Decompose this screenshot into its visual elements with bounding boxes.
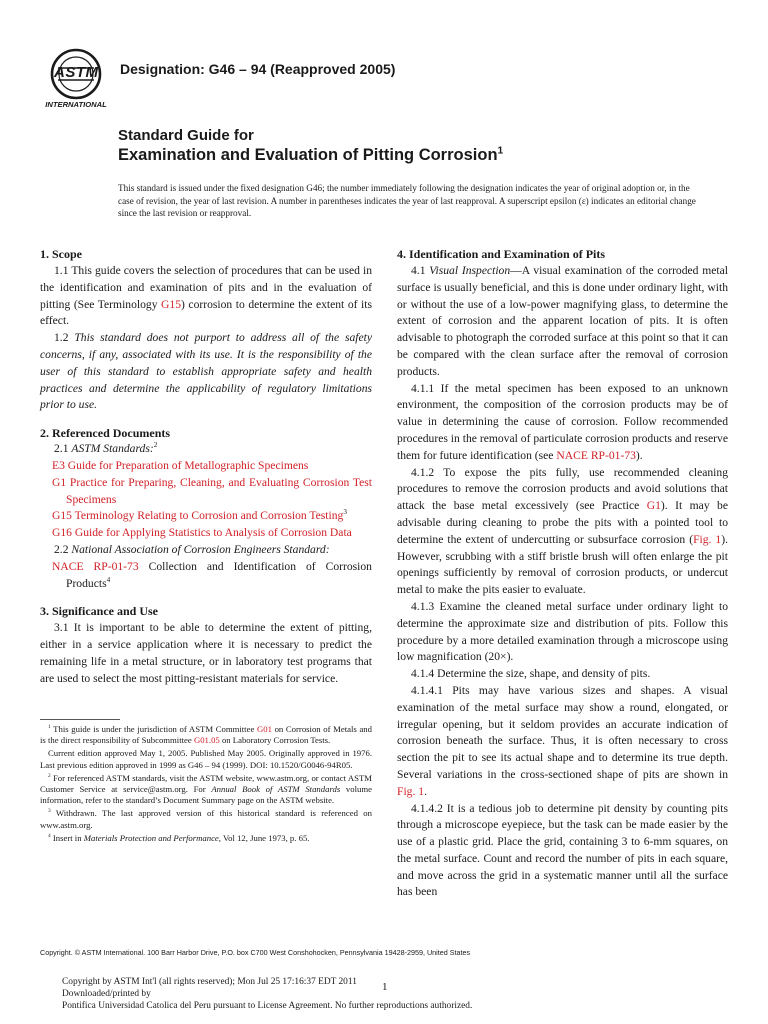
link-nace[interactable]: NACE RP-01-73 (52, 559, 139, 573)
para-1-1: 1.1 This guide covers the selection of procedures that can be used in the identification and examination of pits and in the evaluation of pitting (See Terminology G15) corrosion to determine the extent of its effect. (40, 264, 372, 328)
para-4-1-4: 4.1.4 Determine the size, shape, and density of pits. (411, 667, 651, 681)
ref-g15: G15 Terminology Relating to Corrosion and Corrosion Testing$^3$ (52, 508, 347, 523)
para-4-1-3: 4.1.3 Examine the cleaned metal surface under ordinary light to determine the approximate size and distribution of pits. Follow this procedure by a more detailed examination through a microscope using low magnification (20×). (397, 599, 728, 664)
page-title (118, 146, 503, 165)
title-footnote-marker: 1 (497, 145, 504, 157)
link-nace-rp[interactable]: NACE RP-01-73 (556, 448, 636, 462)
copyright-line: Copyright. © ASTM International. 100 Barr Harbor Drive, P.O. box C700 West Conshohocken, Pennsylvania 19428-2959, United States (40, 948, 471, 957)
para-4-1-4-1: 4.1.4.1 Pits may have various sizes and shapes. A visual examination of the metal surface may show a round, elongated, or irregular opening, but it seldom provides an accurate indication of corrosion beneath the surface. Thus, it is often necessary to cross section the pit to see its actual shape and to determine its true depth. Several variations in the cross-sectioned shape of pits are shown in Fig. 1. (397, 683, 728, 798)
footnote-divider (40, 719, 120, 720)
link-fig1-shapes[interactable]: Fig. 1 (397, 784, 425, 798)
para-4-1-1: 4.1.1 If the metal specimen has been exposed to an unknown environment, the composition of the corrosion products may be of value in determining the cause of corrosion. Follow recommended procedures in the removal of particulate corrosion products and reserve them for future identification (see NACE RP-01-73). (397, 381, 728, 462)
intro-note: This standard is issued under the fixed designation G46; the number immediately following the designation indicates the year of original adoption or, in the case of revision, the year of last revision. A number in parentheses indicates the year of last reapproval. A superscript epsilon (ε) indicates an editorial change since the last revision or reapproval. (118, 183, 696, 219)
logo-subtitle: INTERNATIONAL (45, 100, 107, 109)
referenced-docs-heading: 2. Referenced Documents (40, 426, 171, 441)
logo-letters: ASTM (54, 64, 99, 81)
title-text: Examination and Evaluation of Pitting Corrosion (118, 146, 498, 164)
ref-nace: NACE RP-01-73 Collection and Identification of Corrosion Products$^4$ (52, 559, 372, 590)
license-line-1: Copyright by ASTM Int'l (all rights reserved); Mon Jul 25 17:16:37 EDT 2011 (62, 977, 357, 987)
footnote-1: $^1$ This guide is under the jurisdiction of ASTM Committee G01 on Corrosion of Metals and is the direct responsibility of Subcommittee G01.05 on Laboratory Corrosion Tests. (40, 724, 372, 746)
link-g1[interactable]: G1 (52, 475, 67, 489)
para-2-2: 2.2 National Association of Corrosion Engineers Standard: (54, 542, 330, 556)
left-column (40, 246, 372, 688)
ref-g16: G16 Guide for Applying Statistics to Analysis of Corrosion Data (52, 526, 352, 540)
significance-heading: 3. Significance and Use (40, 604, 159, 619)
para-1-2: 1.2 This standard does not purport to address all of the safety concerns, if any, associated with its use. It is the responsibility of the user of this standard to establish appropriate safety and health practices and determine the applicability of regulatory limitations prior to use. (40, 331, 373, 412)
link-g16[interactable]: G16 (52, 526, 72, 540)
ref-g1: G1 Practice for Preparing, Cleaning, and Evaluating Corrosion Test Specimens (52, 475, 372, 506)
link-g15-ref[interactable]: G15 (52, 509, 72, 523)
license-line-3: Pontifica Universidad Catolica del Peru pursuant to License Agreement. No further reproductions authorized. (62, 1000, 473, 1011)
para-4-1-2: 4.1.2 To expose the pits fully, use recommended cleaning procedures to remove the corrosion products and avoid solutions that attack the base metal excessively (see Practice G1). It may be advisable during cleaning to probe the pits with a pointed tool to determine the extent of undercutting or subsurface corrosion (Fig. 1). However, scrubbing with a stiff bristle brush will often enlarge the pit openings sufficiently by removal of corrosion products, or undercut metal to make the pits easier to evaluate. (397, 465, 728, 597)
license-line-2: Downloaded/printed by (62, 988, 151, 999)
title-line1: Standard Guide for (118, 127, 254, 144)
para-4-1: 4.1 Visual Inspection—A visual examination of the corroded metal surface is usually beneficial, and this is done under ordinary light, with or without the use of a low-power magnifying glass, to determine the extent of corrosion and the apparent location of pits. It is often advisable to photograph the corroded surface at this point so that it can be compared with the clean surface after the removal of corrosion products. (397, 264, 729, 378)
footnote-2: $^2$ For referenced ASTM standards, visit the ASTM website, www.astm.org, or contact ASTM Customer Service at service@astm.org. For Annual Book of ASTM Standards volume information, refer to the standard’s Document Summary page on the ASTM website. (40, 772, 372, 806)
astm-logo (40, 48, 112, 112)
link-g1-practice[interactable]: G1 (646, 499, 661, 513)
footnotes (40, 724, 372, 844)
designation: Designation: G46 – 94 (Reapproved 2005) (120, 61, 396, 77)
identification-heading: 4. Identification and Examination of Pits (397, 247, 606, 261)
scope-heading: 1. Scope (40, 247, 82, 261)
link-fig1[interactable]: Fig. 1 (693, 532, 722, 546)
ref-e3: E3 Guide for Preparation of Metallographic Specimens (52, 458, 309, 472)
footnote-4: $^4$ Insert in Materials Protection and Performance, Vol 12, June 1973, p. 65. (48, 832, 310, 843)
para-4-1-4-2: 4.1.4.2 It is a tedious job to determine pit density by counting pits through a microscope eyepiece, but the task can be made easier by the use of a plastic grid. Place the grid, containing 3 to 6-mm squares, on the metal surface. Count and record the number of pits in each square, and move across the grid in a systematic manner until all the surface has been (397, 801, 728, 899)
para-2-1: 2.1 ASTM Standards:$^2$ (54, 441, 158, 456)
link-e3[interactable]: E3 (52, 458, 65, 472)
para-3-1: 3.1 It is important to be able to determine the extent of pitting, either in a service application where it is necessary to predict the remaining life in a metal structure, or in laboratory test programs that are used to select the most pitting-resistant materials for service. (40, 621, 372, 685)
link-g01[interactable]: G01 (256, 724, 272, 734)
footnote-1-edition: Current edition approved May 1, 2005. Published May 2005. Originally approved in 1976. Last previous edition approved in 1999 as G46 – 94 (1999). DOI: 10.1520/G0046-94R05. (40, 748, 372, 770)
right-column (397, 246, 728, 901)
link-g15[interactable]: G15 (161, 297, 182, 311)
footnote-3: $^3$ Withdrawn. The last approved version of this historical standard is referenced on www.astm.org. (40, 808, 372, 830)
link-g01-05[interactable]: G01.05 (193, 735, 220, 746)
page-number: 1 (382, 981, 388, 993)
